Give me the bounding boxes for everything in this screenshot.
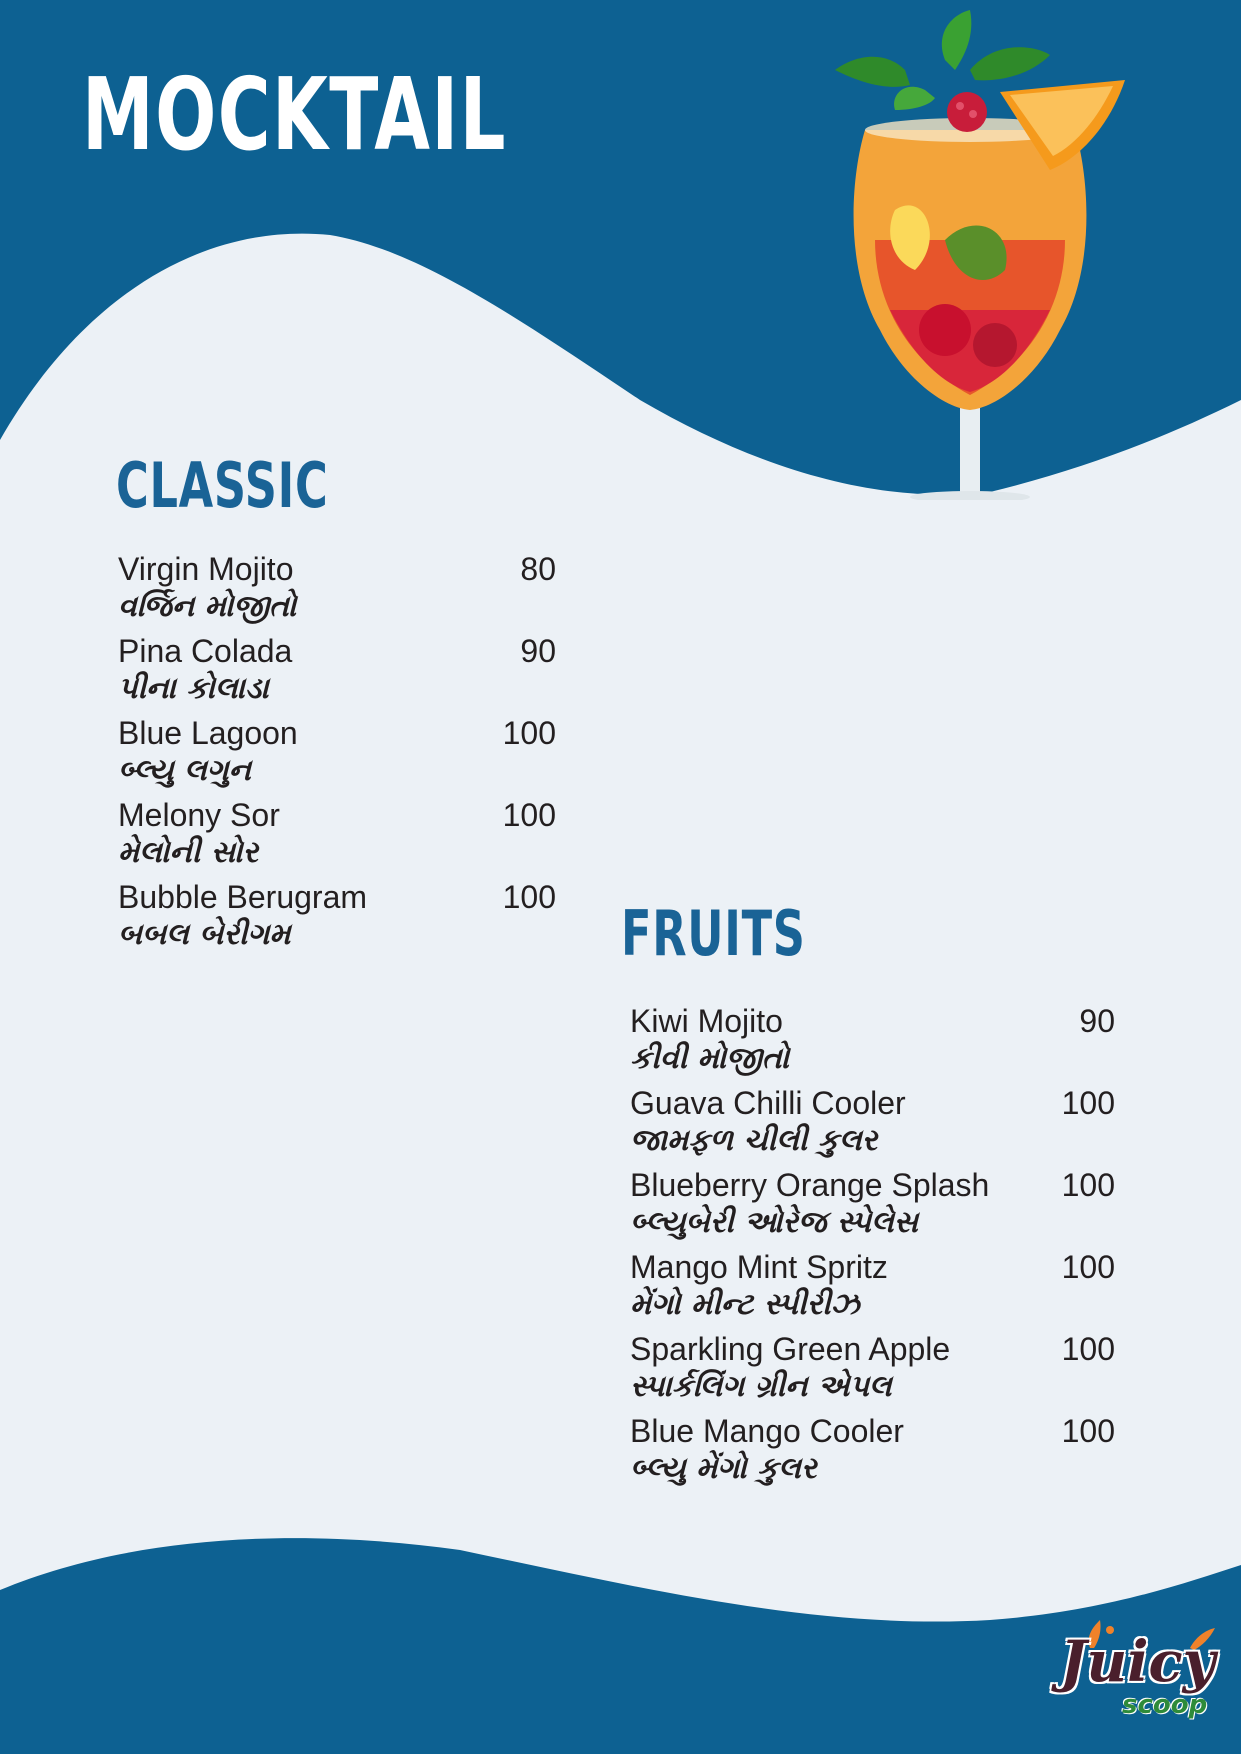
item-price: 100 xyxy=(1061,1331,1115,1367)
item-name-native: જામફળ ચીલી કુલર xyxy=(630,1123,878,1158)
mocktail-glass-image xyxy=(795,10,1145,500)
item-price: 80 xyxy=(520,551,556,587)
item-name-native: મેલોની સોર xyxy=(118,835,259,870)
item-price: 100 xyxy=(502,879,556,915)
logo-subtext: scoop xyxy=(1122,1690,1208,1720)
fruits-menu-list xyxy=(630,1000,1115,1492)
menu-item xyxy=(630,1328,1115,1410)
item-name-native: બબલ બેરીગમ xyxy=(118,917,291,952)
item-price: 90 xyxy=(1079,1003,1115,1039)
item-name: Mango Mint Spritz xyxy=(630,1249,888,1285)
section-title-classic: CLASSIC xyxy=(116,449,329,522)
item-name: Kiwi Mojito xyxy=(630,1003,783,1039)
menu-item xyxy=(630,1082,1115,1164)
item-price: 100 xyxy=(1061,1085,1115,1121)
item-price: 100 xyxy=(502,797,556,833)
item-name-native: કીવી મોજીતો xyxy=(630,1041,790,1076)
item-price: 100 xyxy=(1061,1249,1115,1285)
menu-item xyxy=(630,1410,1115,1492)
item-name: Virgin Mojito xyxy=(118,551,294,587)
item-name-native: બ્લ્યુબેરી ઓરેજ સ્પેલેસ xyxy=(630,1205,919,1240)
item-name: Sparkling Green Apple xyxy=(630,1331,951,1367)
section-title-fruits: FRUITS xyxy=(621,897,806,970)
menu-item xyxy=(118,548,556,630)
item-name-native: સ્પાર્કલિંગ ગ્રીન એપલ xyxy=(630,1369,892,1404)
item-name-native: બ્લ્યુ મેંગો કુલર xyxy=(630,1451,817,1486)
menu-item xyxy=(630,1000,1115,1082)
juicy-scoop-logo xyxy=(1050,1620,1230,1740)
item-name: Pina Colada xyxy=(118,633,293,669)
page-title: MOCKTAIL xyxy=(82,56,507,173)
menu-item xyxy=(118,876,556,958)
item-name-native: મેંગો મીન્ટ સ્પીરીઝ xyxy=(630,1287,860,1322)
item-price: 100 xyxy=(502,715,556,751)
item-name: Blue Lagoon xyxy=(118,715,298,751)
item-price: 100 xyxy=(1061,1167,1115,1203)
item-name-native: પીના કોલાડા xyxy=(118,671,269,706)
item-name-native: વર્જિન મોજીતો xyxy=(118,589,297,624)
item-price: 100 xyxy=(1061,1413,1115,1449)
classic-menu-list xyxy=(118,548,556,958)
item-name: Melony Sor xyxy=(118,797,280,833)
menu-item xyxy=(630,1164,1115,1246)
item-name: Bubble Berugram xyxy=(118,879,368,915)
logo-wordmark: Juicy xyxy=(1060,1629,1216,1695)
item-name: Blueberry Orange Splash xyxy=(630,1167,990,1203)
item-name: Blue Mango Cooler xyxy=(630,1413,904,1449)
menu-item xyxy=(630,1246,1115,1328)
menu-item xyxy=(118,630,556,712)
item-name-native: બ્લ્યુ લગુન xyxy=(118,753,252,788)
item-price: 90 xyxy=(520,633,556,669)
menu-item xyxy=(118,712,556,794)
menu-item xyxy=(118,794,556,876)
item-name: Guava Chilli Cooler xyxy=(630,1085,906,1121)
